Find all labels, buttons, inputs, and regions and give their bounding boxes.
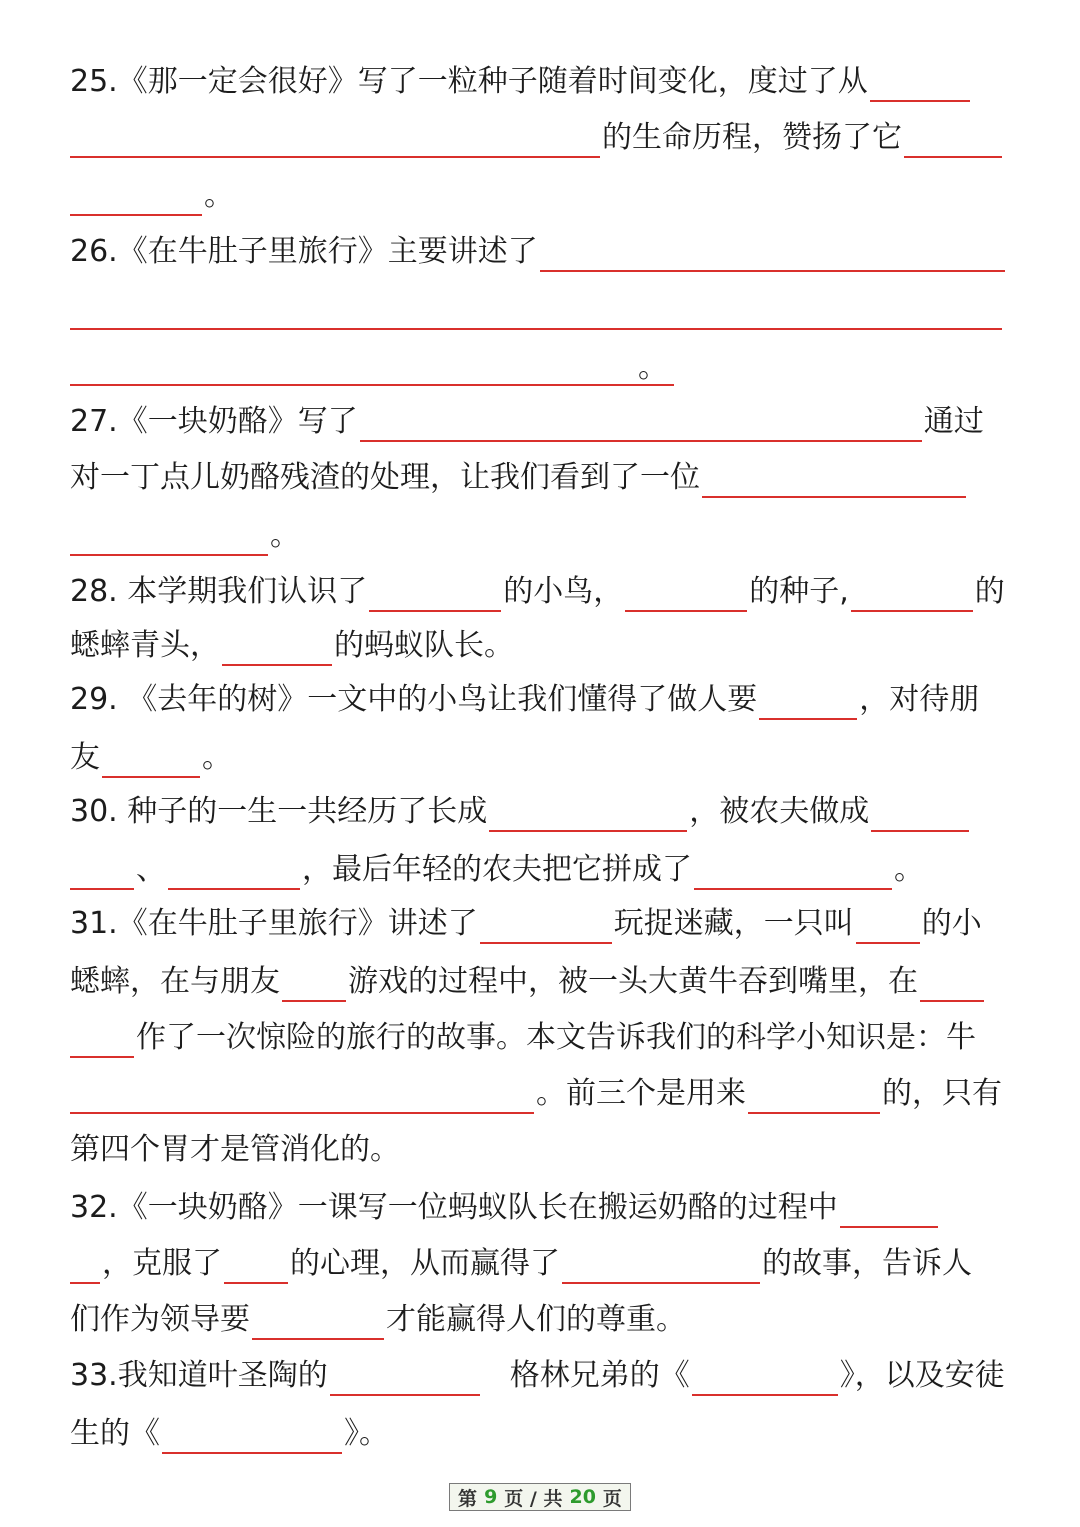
q31-line-5 — [70, 1130, 1015, 1170]
q33-text: 》。 — [344, 1416, 389, 1451]
q33-text: 生的《 — [70, 1416, 160, 1451]
blank[interactable] — [282, 966, 346, 1002]
q27-line-3 — [70, 516, 1015, 556]
blank[interactable] — [70, 1078, 534, 1114]
q33-line-2 — [70, 1414, 1015, 1454]
page-middle: 页 / 共 — [504, 1487, 563, 1510]
blank[interactable] — [840, 1192, 938, 1228]
q28-line-1 — [70, 572, 1015, 612]
q27-text: 。 — [270, 518, 300, 553]
q25-text: 25.《那一定会很好》写了一粒种子随着时间变化，度过了从 — [70, 64, 868, 99]
blank[interactable] — [540, 236, 1005, 272]
q29-text: 友 — [70, 740, 100, 775]
blank[interactable] — [168, 854, 300, 890]
q27-text: 通过 — [923, 404, 984, 439]
blank[interactable] — [360, 406, 922, 442]
blank[interactable] — [102, 742, 200, 778]
blank[interactable] — [748, 1078, 880, 1114]
q30-text: ，被农夫做成 — [689, 794, 870, 829]
q32-text: 们作为领导要 — [70, 1302, 250, 1337]
q31-line-4 — [70, 1074, 1015, 1114]
q33-line-1 — [70, 1356, 1015, 1396]
q28-text: 的小鸟， — [503, 574, 624, 609]
q25-text: 。 — [204, 178, 234, 213]
q31-text: 玩捉迷藏，一只叫 — [613, 906, 854, 941]
blank[interactable] — [489, 796, 687, 832]
q31-line-1 — [70, 904, 1015, 944]
q32-text: 才能赢得人们的尊重。 — [386, 1302, 686, 1337]
total-pages-number: 20 — [569, 1486, 596, 1508]
blank[interactable] — [856, 908, 920, 944]
q26-text: 。 — [638, 350, 668, 385]
blank[interactable] — [70, 350, 674, 386]
q32-text: 的心理，从而赢得了 — [290, 1246, 560, 1281]
blank[interactable] — [871, 796, 969, 832]
q30-text: 。 — [894, 852, 924, 887]
current-page-number: 9 — [484, 1486, 498, 1508]
q27-text: 27.《一块奶酪》写了 — [70, 404, 358, 439]
q31-text: 游戏的过程中，被一头大黄牛吞到嘴里，在 — [348, 964, 918, 999]
q29-text: 29. 《去年的树》一文中的小鸟让我们懂得了做人要 — [70, 682, 758, 717]
q30-text: 30. 种子的一生一共经历了长成 — [70, 794, 488, 829]
page-suffix: 页 — [602, 1487, 622, 1510]
page-prefix: 第 — [458, 1487, 478, 1510]
q28-text: 28. 本学期我们认识了 — [70, 574, 368, 609]
blank[interactable] — [694, 854, 892, 890]
blank[interactable] — [870, 66, 970, 102]
q29-line-1 — [70, 680, 1015, 720]
q28-line-2 — [70, 626, 1015, 666]
blank[interactable] — [70, 180, 202, 216]
q33-text: 33.我知道叶圣陶的 — [70, 1358, 328, 1393]
q32-line-3 — [70, 1300, 1015, 1340]
q30-text: ，最后年轻的农夫把它拼成了 — [302, 852, 692, 887]
q32-line-2 — [70, 1244, 1015, 1284]
q26-line-3 — [70, 346, 1015, 386]
q30-text: 、 — [136, 852, 166, 887]
q32-text: 32.《一块奶酪》一课写一位蚂蚁队长在搬运奶酪的过程中 — [70, 1190, 838, 1225]
blank[interactable] — [851, 576, 973, 612]
q29-line-2 — [70, 738, 1015, 778]
page-indicator — [449, 1483, 631, 1511]
blank[interactable] — [480, 908, 612, 944]
blank[interactable] — [625, 576, 747, 612]
blank[interactable] — [562, 1248, 760, 1284]
q31-text: 的小 — [921, 906, 982, 941]
blank[interactable] — [702, 462, 966, 498]
q32-text: ，克服了 — [102, 1246, 222, 1281]
q31-text: 蟋蟀，在与朋友 — [70, 964, 280, 999]
q31-text: 作了一次惊险的旅行的故事。本文告诉我们的科学小知识是：牛 — [136, 1020, 976, 1055]
q33-text: 》，以及安徒 — [839, 1358, 1005, 1393]
q28-text: 的种子, — [749, 574, 849, 609]
q30-line-2 — [70, 850, 1015, 890]
q26-text: 26.《在牛肚子里旅行》主要讲述了 — [70, 234, 538, 269]
blank[interactable] — [70, 520, 268, 556]
blank[interactable] — [222, 630, 332, 666]
q28-text: 蟋蟀青头， — [70, 628, 220, 663]
q31-line-2 — [70, 962, 1015, 1002]
q31-line-3 — [70, 1018, 1015, 1058]
blank[interactable] — [920, 966, 984, 1002]
blank[interactable] — [330, 1360, 480, 1396]
q30-line-1 — [70, 792, 1015, 832]
q28-text: 的 — [974, 574, 1005, 609]
q28-text: 的蚂蚁队长。 — [334, 628, 514, 663]
q31-text: 第四个胃才是管消化的。 — [70, 1132, 400, 1167]
blank[interactable] — [70, 1248, 100, 1284]
q27-line-2 — [70, 458, 1015, 498]
blank[interactable] — [70, 854, 134, 890]
q33-text: 格林兄弟的《 — [509, 1358, 690, 1393]
q25-text: 的生命历程，赞扬了它 — [602, 120, 902, 155]
blank[interactable] — [252, 1304, 384, 1340]
q25-line-1 — [70, 62, 1015, 102]
q31-text: 。前三个是用来 — [536, 1076, 746, 1111]
blank[interactable] — [904, 122, 1002, 158]
blank[interactable] — [224, 1248, 288, 1284]
q31-text: 31.《在牛肚子里旅行》讲述了 — [70, 906, 478, 941]
q26-line-2 — [70, 290, 1015, 330]
q25-line-2 — [70, 118, 1015, 158]
q27-text: 对一丁点儿奶酪残渣的处理，让我们看到了一位 — [70, 460, 700, 495]
blank[interactable] — [759, 684, 857, 720]
q29-text: 。 — [202, 740, 232, 775]
blank[interactable] — [162, 1418, 342, 1454]
blank[interactable] — [692, 1360, 838, 1396]
q25-line-3 — [70, 176, 1015, 216]
blank[interactable] — [70, 122, 600, 158]
q27-line-1 — [70, 402, 1015, 442]
q26-line-1 — [70, 232, 1015, 272]
q32-text: 的故事，告诉人 — [762, 1246, 972, 1281]
q29-text: ，对待朋 — [859, 682, 980, 717]
q32-line-1 — [70, 1188, 1015, 1228]
blank[interactable] — [70, 1022, 134, 1058]
q31-text: 的，只有 — [882, 1076, 1002, 1111]
blank[interactable] — [70, 294, 1002, 330]
blank[interactable] — [369, 576, 501, 612]
